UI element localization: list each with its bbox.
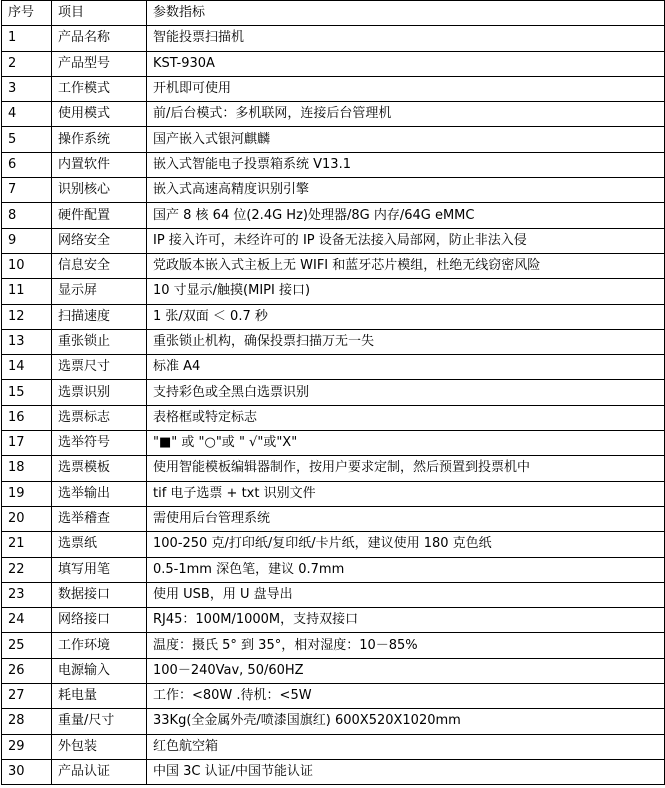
table-row (2, 405, 665, 430)
cell-item: 识别核心 (52, 178, 147, 203)
cell-number: 12 (2, 304, 52, 329)
cell-item: 选票模板 (52, 456, 147, 481)
table-row (2, 532, 665, 557)
cell-item: 填写用笔 (52, 557, 147, 582)
cell-parameter: 表格框或特定标志 (147, 405, 665, 430)
table-row (2, 658, 665, 683)
cell-item: 产品名称 (52, 26, 147, 51)
cell-number: 11 (2, 279, 52, 304)
table-row (2, 26, 665, 51)
cell-number: 27 (2, 684, 52, 709)
cell-parameter: 使用 USB，用 U 盘导出 (147, 582, 665, 607)
cell-parameter: 温度：摄氏 5° 到 35°，相对湿度：10－85% (147, 633, 665, 658)
cell-parameter: 100－240Vav, 50/60HZ (147, 658, 665, 683)
cell-number: 20 (2, 506, 52, 531)
spec-table (1, 0, 665, 785)
table-row (2, 734, 665, 759)
table-row (2, 127, 665, 152)
header-parameter: 参数指标 (147, 1, 665, 26)
cell-item: 产品型号 (52, 51, 147, 76)
cell-item: 选票标志 (52, 405, 147, 430)
table-row (2, 582, 665, 607)
cell-number: 26 (2, 658, 52, 683)
cell-parameter: 智能投票扫描机 (147, 26, 665, 51)
cell-item: 网络安全 (52, 228, 147, 253)
cell-number: 7 (2, 178, 52, 203)
cell-parameter: 党政版本嵌入式主板上无 WIFI 和蓝牙芯片模组，杜绝无线窃密风险 (147, 253, 665, 278)
cell-item: 数据接口 (52, 582, 147, 607)
cell-item: 重量/尺寸 (52, 709, 147, 734)
header-row (2, 1, 665, 26)
cell-parameter: 100-250 克/打印纸/复印纸/卡片纸，建议使用 180 克色纸 (147, 532, 665, 557)
cell-item: 耗电量 (52, 684, 147, 709)
cell-parameter: 工作：<80W .待机：<5W (147, 684, 665, 709)
cell-item: 操作系统 (52, 127, 147, 152)
cell-parameter: 重张锁止机构，确保投票扫描万无一失 (147, 329, 665, 354)
cell-parameter: "■" 或 "○"或 " √"或"X" (147, 431, 665, 456)
cell-item: 选票纸 (52, 532, 147, 557)
cell-parameter: 嵌入式高速高精度识别引擎 (147, 178, 665, 203)
table-row (2, 304, 665, 329)
table-row (2, 279, 665, 304)
cell-parameter: 需使用后台管理系统 (147, 506, 665, 531)
table-row (2, 152, 665, 177)
table-header (2, 1, 665, 26)
cell-number: 28 (2, 709, 52, 734)
cell-parameter: KST-930A (147, 51, 665, 76)
cell-parameter: 前/后台模式：多机联网，连接后台管理机 (147, 102, 665, 127)
cell-number: 10 (2, 253, 52, 278)
cell-number: 5 (2, 127, 52, 152)
table-row (2, 203, 665, 228)
cell-number: 17 (2, 431, 52, 456)
cell-number: 19 (2, 481, 52, 506)
cell-number: 4 (2, 102, 52, 127)
table-row (2, 355, 665, 380)
cell-number: 24 (2, 608, 52, 633)
cell-parameter: 中国 3C 认证/中国节能认证 (147, 759, 665, 784)
cell-item: 外包装 (52, 734, 147, 759)
cell-parameter: 1 张/双面 ＜ 0.7 秒 (147, 304, 665, 329)
table-row (2, 178, 665, 203)
cell-number: 18 (2, 456, 52, 481)
cell-number: 8 (2, 203, 52, 228)
table-row (2, 684, 665, 709)
cell-parameter: 开机即可使用 (147, 76, 665, 101)
cell-number: 15 (2, 380, 52, 405)
header-item: 项目 (52, 1, 147, 26)
cell-number: 6 (2, 152, 52, 177)
cell-item: 产品认证 (52, 759, 147, 784)
cell-parameter: IP 接入许可，未经许可的 IP 设备无法接入局部网，防止非法入侵 (147, 228, 665, 253)
table-row (2, 329, 665, 354)
table-row (2, 506, 665, 531)
cell-item: 重张锁止 (52, 329, 147, 354)
table-row (2, 557, 665, 582)
cell-item: 选举稽查 (52, 506, 147, 531)
cell-item: 工作模式 (52, 76, 147, 101)
table-row (2, 633, 665, 658)
cell-number: 13 (2, 329, 52, 354)
cell-number: 29 (2, 734, 52, 759)
cell-parameter: 嵌入式智能电子投票箱系统 V13.1 (147, 152, 665, 177)
cell-number: 9 (2, 228, 52, 253)
cell-number: 1 (2, 26, 52, 51)
cell-number: 21 (2, 532, 52, 557)
table-row (2, 102, 665, 127)
cell-parameter: RJ45：100M/1000M，支持双接口 (147, 608, 665, 633)
cell-item: 选举输出 (52, 481, 147, 506)
cell-item: 电源输入 (52, 658, 147, 683)
table-row (2, 228, 665, 253)
table-row (2, 456, 665, 481)
table-row (2, 481, 665, 506)
cell-parameter: 标准 A4 (147, 355, 665, 380)
cell-number: 22 (2, 557, 52, 582)
table-row (2, 380, 665, 405)
cell-item: 选举符号 (52, 431, 147, 456)
cell-parameter: 支持彩色或全黑白选票识别 (147, 380, 665, 405)
header-number: 序号 (2, 1, 52, 26)
table-row (2, 253, 665, 278)
cell-item: 使用模式 (52, 102, 147, 127)
cell-parameter: 国产嵌入式银河麒麟 (147, 127, 665, 152)
cell-number: 25 (2, 633, 52, 658)
cell-item: 内置软件 (52, 152, 147, 177)
table-row (2, 76, 665, 101)
cell-item: 选票尺寸 (52, 355, 147, 380)
cell-item: 工作环境 (52, 633, 147, 658)
table-row (2, 759, 665, 784)
cell-parameter: 使用智能模板编辑器制作，按用户要求定制，然后预置到投票机中 (147, 456, 665, 481)
table-body (2, 26, 665, 785)
table-row (2, 608, 665, 633)
cell-parameter: 国产 8 核 64 位(2.4G Hz)处理器/8G 内存/64G eMMC (147, 203, 665, 228)
cell-item: 选票识别 (52, 380, 147, 405)
cell-item: 硬件配置 (52, 203, 147, 228)
cell-number: 16 (2, 405, 52, 430)
cell-parameter: 红色航空箱 (147, 734, 665, 759)
cell-parameter: 33Kg(全金属外壳/喷漆国旗红) 600X520X1020mm (147, 709, 665, 734)
table-row (2, 709, 665, 734)
cell-number: 30 (2, 759, 52, 784)
cell-parameter: 10 寸显示/触摸(MIPI 接口) (147, 279, 665, 304)
cell-number: 14 (2, 355, 52, 380)
cell-number: 2 (2, 51, 52, 76)
table-row (2, 51, 665, 76)
cell-parameter: tif 电子选票 + txt 识别文件 (147, 481, 665, 506)
cell-item: 网络接口 (52, 608, 147, 633)
cell-item: 信息安全 (52, 253, 147, 278)
cell-number: 23 (2, 582, 52, 607)
cell-item: 扫描速度 (52, 304, 147, 329)
table-row (2, 431, 665, 456)
cell-number: 3 (2, 76, 52, 101)
cell-item: 显示屏 (52, 279, 147, 304)
cell-parameter: 0.5-1mm 深色笔，建议 0.7mm (147, 557, 665, 582)
